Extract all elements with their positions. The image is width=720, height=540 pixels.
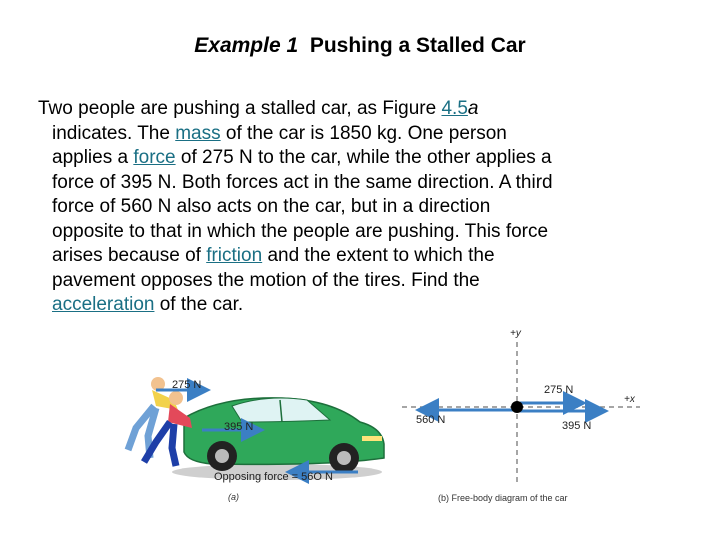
- paragraph-line: [38, 146, 678, 171]
- figure-a-illustration: [92, 366, 392, 514]
- problem-statement: [38, 97, 678, 318]
- opposing-force-label: Opposing force = 56O N: [214, 471, 333, 483]
- paragraph-line: force of 560 N also acts on the car, but in a direction: [52, 196, 491, 217]
- text-run: Two people are pushing a stalled car, as Figure: [38, 98, 442, 119]
- text-run: of the car.: [154, 294, 244, 315]
- force-link[interactable]: force: [133, 147, 176, 168]
- car-icon: [184, 398, 384, 473]
- figure-suffix: a: [467, 98, 479, 119]
- text-run: and the extent to which the: [262, 245, 495, 266]
- text-run: of 275 N to the car, while the other applies a: [175, 147, 552, 168]
- text-run: applies a: [52, 147, 134, 168]
- figure-b-free-body-diagram: [394, 320, 704, 510]
- paragraph-line: opposite to that in which the people are pushing. This force: [52, 220, 549, 242]
- text-run: indicates. The: [52, 122, 176, 144]
- example-number: Example 1: [194, 34, 299, 57]
- force-395-label: 395 N: [224, 421, 254, 433]
- text-run: of the car is 1850 kg. One person: [220, 122, 507, 144]
- text-run: arises because of: [52, 245, 207, 266]
- y-axis-label: +y: [510, 328, 521, 339]
- x-axis-label: +x: [624, 394, 635, 405]
- paragraph-line: [38, 97, 678, 122]
- force-560-label: 560 N: [416, 414, 446, 426]
- paragraph-line: force of 395 N. Both forces act in the same direction. A third: [52, 171, 553, 193]
- slide-title: [0, 34, 720, 58]
- figure-b-caption: (b) Free-body diagram of the car: [438, 493, 568, 503]
- paragraph-line: [38, 244, 678, 269]
- car-point: [511, 401, 523, 413]
- figure-link[interactable]: 4.5: [441, 98, 468, 119]
- acceleration-link[interactable]: acceleration: [52, 294, 155, 315]
- force-275-label: 275 N: [544, 384, 574, 396]
- mass-link[interactable]: mass: [175, 122, 221, 144]
- friction-link[interactable]: friction: [206, 245, 263, 266]
- paragraph-line: [38, 122, 678, 147]
- figure-a-caption: (a): [228, 492, 239, 502]
- paragraph-line: pavement opposes the motion of the tires. Find the: [52, 269, 480, 291]
- force-395-label: 395 N: [562, 420, 592, 432]
- force-275-label: 275 N: [172, 379, 202, 391]
- example-name: Pushing a Stalled Car: [309, 34, 526, 57]
- paragraph-line: [38, 293, 678, 318]
